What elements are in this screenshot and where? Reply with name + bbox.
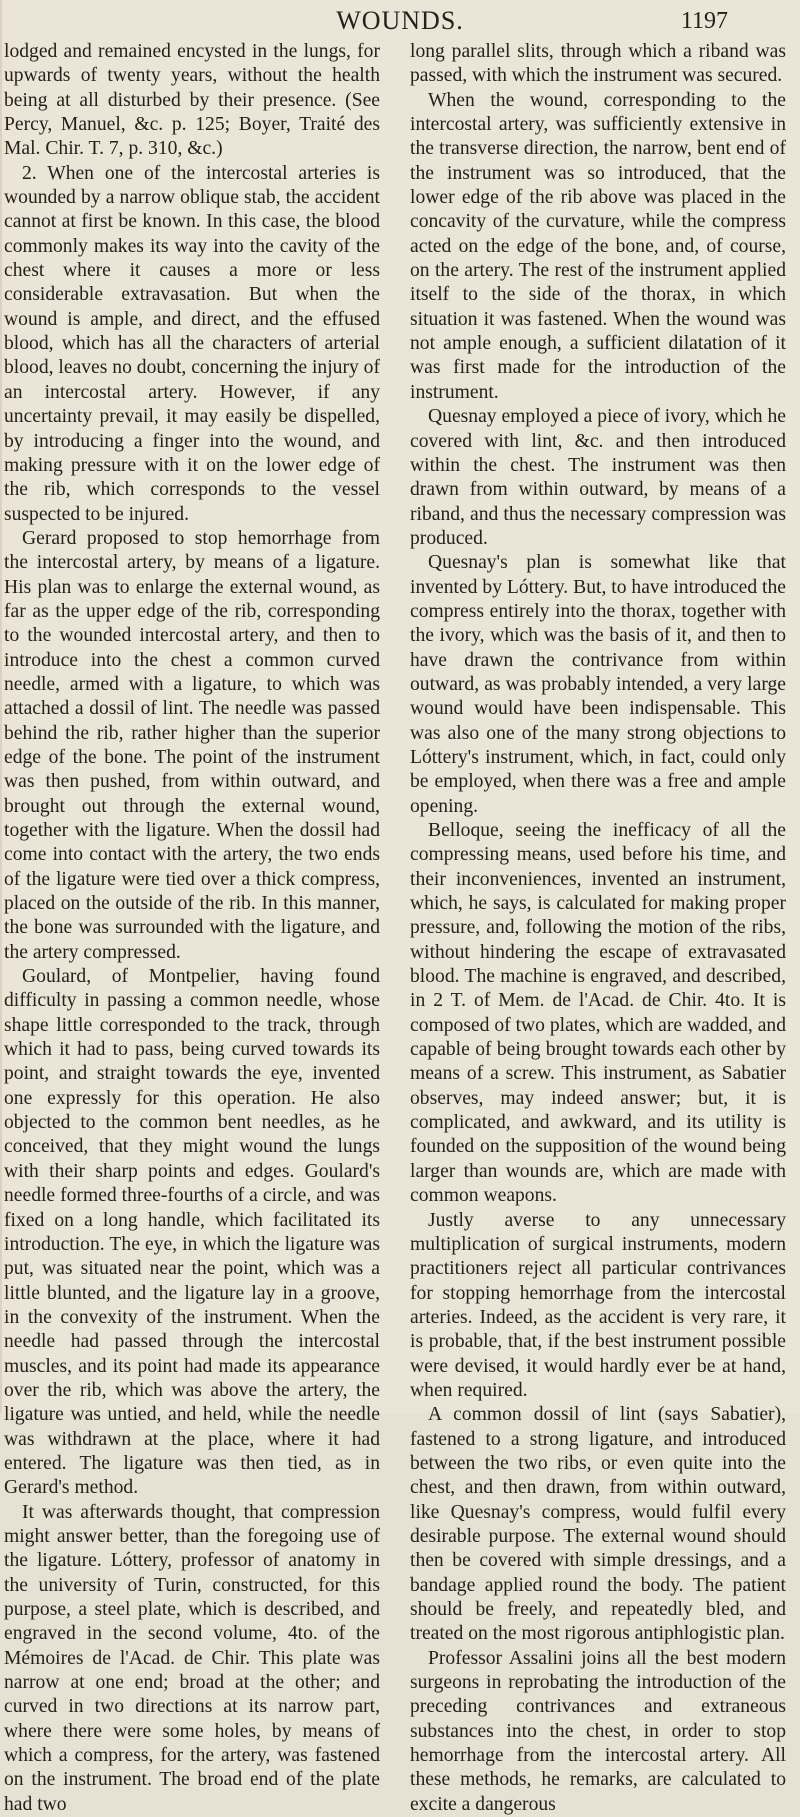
paragraph: Justly averse to any unnecessary multiplication of surgical instruments, modern practitioners reject all particular contrivances for stopping hemorrhage from the intercostal arteries. Indeed, as the accident is very rare, it is probable, that, if the best instrument possible were devised, it would hardly ever be at hand, when required. xyxy=(410,1209,786,1401)
paragraph: Professor Assalini joins all the best modern surgeons in reprobating the introduction of the preceding contrivances and extraneous substances into the chest, in order to stop hemorrhage from the intercostal artery. All these methods, he remarks, are calculated to excite a dangerous xyxy=(410,1647,786,1815)
running-header xyxy=(16,6,784,40)
paragraph: It was afterwards thought, that compression might answer better, than the foregoing use of the ligature. Lóttery, professor of anatomy in the university of Turin, constructed, for this purpose, a steel plate, which is described, and engraved in the second volume, 4to. of the Mémoires de l'Acad. de Chir. This plate was narrow at one end; broad at the other; and curved in two directions at its narrow part, where there were some holes, by means of which a compress, for the artery, was fastened on the instrument. The broad end of the plate had two xyxy=(4,1501,380,1815)
page-edge xyxy=(0,0,2,1413)
right-column xyxy=(410,40,786,1817)
paragraph: long parallel slits, through which a riband was passed, with which the instrument was secured. xyxy=(410,41,786,87)
paragraph: Goulard, of Montpelier, having found difficulty in passing a common needle, whose shape little corresponded to the track, through which it had to pass, being curved towards its point, and straight towards the eye, invented one expressly for this operation. He also objected to the common bent needles, as he conceived, that they might wound the lungs with their sharp points and edges. Goulard's needle formed three-fourths of a circle, and was fixed on a long handle, which facilitated its introduction. The eye, in which the ligature was put, was situated near the point, which was a little blunted, and the ligature lay in a groove, in the convexity of the instrument. When the needle had passed through the intercostal muscles, and its point had made its appearance over the rib, which was above the artery, the ligature was untied, and held, while the needle was withdrawn at the place, where it had entered. The ligature was then tied, as in Gerard's method. xyxy=(4,966,380,1499)
left-column xyxy=(4,40,380,1817)
paragraph: Quesnay employed a piece of ivory, which he covered with lint, &c. and then introduced within the chest. The instrument was then drawn from within outward, by means of a riband, and thus the necessary compression was produced. xyxy=(410,406,786,549)
paragraph: A common dossil of lint (says Sabatier), fastened to a strong ligature, and introduced between the two ribs, or even quite into the chest, and then drawn, from within outward, like Quesnay's compress, would fulfil every desirable purpose. The external wound should then be covered with simple dressings, and a bandage applied round the body. The patient should be freely, and repeatedly bled, and treated on the most rigorous antiphlogistic plan. xyxy=(410,1404,786,1645)
paragraph: 2. When one of the intercostal arteries is wounded by a narrow oblique stab, the accident cannot at first be known. In this case, the blood commonly makes its way into the cavity of the chest where it causes a more or less considerable extravasation. But when the wound is ample, and direct, and the effused blood, which has all the characters of arterial blood, leaves no doubt, concerning the injury of an intercostal artery. However, if any uncertainty prevail, it may easily be dispelled, by introducing a finger into the wound, and making pressure with it on the lower edge of the rib, which corresponds to the vessel suspected to be injured. xyxy=(4,162,381,525)
paragraph: lodged and remained encysted in the lungs, for upwards of twenty years, without the health being at all disturbed by their presence. (See Percy, Manuel, &c. p. 125; Boyer, Traité des Mal. Chir. T. 7, p. 310, &c.) xyxy=(4,41,380,160)
page-number: 1197 xyxy=(680,8,728,34)
paragraph: Belloque, seeing the inefficacy of all the compressing means, used before his time, and their inconveniences, invented an instrument, which, he says, is calculated for making proper pressure, and, following the motion of the ribs, without hindering the escape of extravasated blood. The machine is engraved, and described, in 2 T. of Mem. de l'Acad. de Chir. 4to. It is composed of two plates, which are wadded, and capable of being brought towards each other by means of a screw. This instrument, as Sabatier observes, may indeed answer; but, it is complicated, and awkward, and its utility is founded on the supposition of the wound being larger than wounds are, which are made with common weapons. xyxy=(410,820,786,1207)
paragraph: Quesnay's plan is somewhat like that invented by Lóttery. But, to have introduced the compress entirely into the thorax, together with the ivory, which was the basis of it, and then to have drawn the contrivance from within outward, as was probably intended, a very large wound would have been indispensable. This was also one of the many strong objections to Lóttery's instrument, which, in fact, could only be employed, when there was a free and ample opening. xyxy=(410,552,786,817)
paragraph: Gerard proposed to stop hemorrhage from the intercostal artery, by means of a ligature. His plan was to enlarge the external wound, as far as the upper edge of the rib, corresponding to the wounded intercostal artery, and then to introduce into the chest a common curved needle, armed with a ligature, to which was attached a dossil of lint. The needle was passed behind the rib, rather higher than the superior edge of the bone. The point of the instrument was then pushed, from within outward, and brought out through the external wound, together with the ligature. When the dossil had come into contact with the artery, the two ends of the ligature were tied over a thick compress, placed on the outside of the rib. In this manner, the bone was surrounded with the ligature, and the artery compressed. xyxy=(4,527,380,963)
running-title: WOUNDS. xyxy=(336,6,464,35)
paragraph: When the wound, corresponding to the intercostal artery, was sufficiently extensive in the transverse direction, the narrow, bent end of the instrument was so introduced, that the lower edge of the rib above was placed in the concavity of the curvature, while the compress acted on the edge of the bone, and, of course, on the artery. The rest of the instrument applied itself to the side of the thorax, in which situation it was fastened. When the wound was not ample enough, a sufficient dilatation of it was first made for the introduction of the instrument. xyxy=(410,89,786,403)
